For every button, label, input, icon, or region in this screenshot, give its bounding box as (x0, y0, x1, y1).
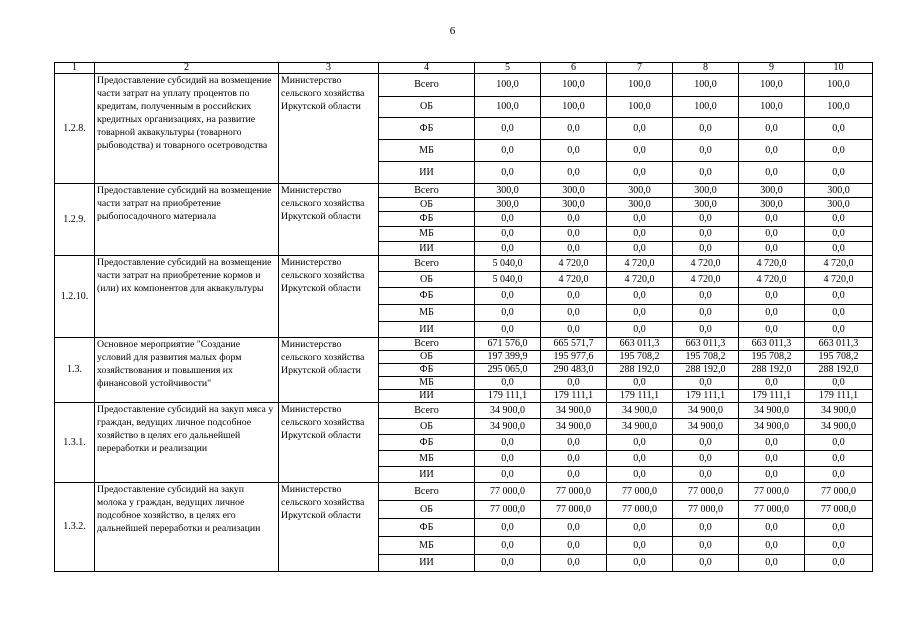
value-cell: 100,0 (673, 97, 739, 118)
header-cell: 4 (379, 63, 475, 74)
value-cell: 0,0 (607, 537, 673, 555)
value-cell: 0,0 (607, 227, 673, 242)
value-cell: 0,0 (607, 212, 673, 227)
value-cell: 0,0 (673, 322, 739, 338)
value-cell: 100,0 (739, 74, 805, 97)
section-number: 1.3.2. (55, 483, 95, 572)
funding-source: Всего (379, 338, 475, 351)
value-cell: 0,0 (673, 162, 739, 184)
value-cell: 4 720,0 (607, 256, 673, 272)
value-cell: 0,0 (541, 288, 607, 305)
value-cell: 34 900,0 (739, 419, 805, 435)
value-cell: 0,0 (607, 242, 673, 256)
section-number: 1.2.10. (55, 256, 95, 338)
value-cell: 0,0 (673, 519, 739, 537)
value-cell: 0,0 (475, 435, 541, 451)
value-cell: 0,0 (673, 435, 739, 451)
value-cell: 300,0 (805, 198, 873, 212)
value-cell: 0,0 (541, 467, 607, 483)
value-cell: 179 111,1 (805, 390, 873, 403)
value-cell: 4 720,0 (805, 256, 873, 272)
value-cell: 0,0 (673, 377, 739, 390)
section-name: Основное мероприятие "Создание условий для развития малых форм хозяйствования и повышения их финансовой устойчивости" (95, 338, 279, 403)
table-row (55, 74, 873, 97)
value-cell: 100,0 (607, 74, 673, 97)
value-cell: 100,0 (541, 74, 607, 97)
value-cell: 300,0 (475, 184, 541, 198)
value-cell: 300,0 (673, 198, 739, 212)
value-cell: 0,0 (607, 322, 673, 338)
value-cell: 0,0 (805, 212, 873, 227)
value-cell: 0,0 (805, 519, 873, 537)
value-cell: 0,0 (541, 451, 607, 467)
section-number: 1.2.8. (55, 74, 95, 184)
funding-source: ФБ (379, 435, 475, 451)
value-cell: 77 000,0 (541, 483, 607, 501)
value-cell: 300,0 (607, 184, 673, 198)
value-cell: 0,0 (475, 305, 541, 322)
value-cell: 663 011,3 (805, 338, 873, 351)
value-cell: 0,0 (673, 118, 739, 140)
responsible-ministry: Министерство сельского хозяйства Иркутской области (279, 256, 379, 338)
value-cell: 34 900,0 (673, 403, 739, 419)
value-cell: 100,0 (475, 74, 541, 97)
section-name: Предоставление субсидий на возмещение части затрат на уплату процентов по кредитам, полученным в российских кредитных организациях, на развитие товарной аквакультуры (товарного рыбоводства) и товарного осетроводства (95, 74, 279, 184)
value-cell: 0,0 (475, 537, 541, 555)
value-cell: 0,0 (607, 288, 673, 305)
value-cell: 0,0 (475, 140, 541, 162)
value-cell: 0,0 (805, 537, 873, 555)
value-cell: 0,0 (541, 227, 607, 242)
value-cell: 4 720,0 (541, 272, 607, 288)
funding-source: МБ (379, 451, 475, 467)
value-cell: 288 192,0 (673, 364, 739, 377)
value-cell: 179 111,1 (475, 390, 541, 403)
value-cell: 0,0 (673, 537, 739, 555)
value-cell: 0,0 (739, 451, 805, 467)
value-cell: 77 000,0 (673, 501, 739, 519)
funding-source: ИИ (379, 390, 475, 403)
value-cell: 0,0 (541, 242, 607, 256)
value-cell: 179 111,1 (541, 390, 607, 403)
funding-source: ИИ (379, 322, 475, 338)
value-cell: 4 720,0 (805, 272, 873, 288)
funding-source: Всего (379, 184, 475, 198)
value-cell: 77 000,0 (475, 483, 541, 501)
funding-source: ИИ (379, 242, 475, 256)
value-cell: 0,0 (805, 377, 873, 390)
section-name: Предоставление субсидий на возмещение части затрат на приобретение кормов и (или) их компонентов для аквакультуры (95, 256, 279, 338)
value-cell: 0,0 (739, 212, 805, 227)
section-name: Предоставление субсидий на возмещение части затрат на приобретение рыбопосадочного материала (95, 184, 279, 256)
value-cell: 77 000,0 (607, 501, 673, 519)
value-cell: 0,0 (607, 162, 673, 184)
table-row (55, 338, 873, 351)
value-cell: 300,0 (541, 184, 607, 198)
value-cell: 300,0 (739, 198, 805, 212)
funding-source: Всего (379, 403, 475, 419)
funding-source: МБ (379, 227, 475, 242)
value-cell: 0,0 (739, 519, 805, 537)
value-cell: 0,0 (541, 322, 607, 338)
header-row (55, 63, 873, 74)
value-cell: 0,0 (805, 555, 873, 572)
value-cell: 34 900,0 (607, 403, 673, 419)
value-cell: 0,0 (673, 212, 739, 227)
value-cell: 0,0 (475, 162, 541, 184)
header-cell: 10 (805, 63, 873, 74)
value-cell: 0,0 (475, 322, 541, 338)
value-cell: 34 900,0 (475, 403, 541, 419)
section-number: 1.3. (55, 338, 95, 403)
funding-source: ОБ (379, 351, 475, 364)
value-cell: 288 192,0 (607, 364, 673, 377)
funding-source: ФБ (379, 364, 475, 377)
value-cell: 0,0 (805, 467, 873, 483)
value-cell: 0,0 (607, 140, 673, 162)
funding-source: ИИ (379, 467, 475, 483)
value-cell: 77 000,0 (607, 483, 673, 501)
value-cell: 179 111,1 (673, 390, 739, 403)
value-cell: 0,0 (475, 519, 541, 537)
value-cell: 0,0 (739, 305, 805, 322)
value-cell: 34 900,0 (739, 403, 805, 419)
value-cell: 4 720,0 (607, 272, 673, 288)
value-cell: 34 900,0 (673, 419, 739, 435)
value-cell: 0,0 (673, 227, 739, 242)
header-cell: 8 (673, 63, 739, 74)
value-cell: 0,0 (739, 140, 805, 162)
value-cell: 5 040,0 (475, 256, 541, 272)
value-cell: 0,0 (805, 451, 873, 467)
value-cell: 0,0 (805, 305, 873, 322)
value-cell: 0,0 (673, 288, 739, 305)
responsible-ministry: Министерство сельского хозяйства Иркутской области (279, 403, 379, 483)
value-cell: 300,0 (607, 198, 673, 212)
section-number: 1.2.9. (55, 184, 95, 256)
value-cell: 0,0 (805, 118, 873, 140)
value-cell: 665 571,7 (541, 338, 607, 351)
funding-source: ОБ (379, 97, 475, 118)
value-cell: 0,0 (541, 305, 607, 322)
value-cell: 179 111,1 (739, 390, 805, 403)
value-cell: 0,0 (673, 140, 739, 162)
funding-source: ФБ (379, 118, 475, 140)
value-cell: 195 708,2 (739, 351, 805, 364)
value-cell: 0,0 (541, 212, 607, 227)
value-cell: 0,0 (739, 118, 805, 140)
value-cell: 0,0 (541, 555, 607, 572)
section-name: Предоставление субсидий на закуп молока у граждан, ведущих личное подсобное хозяйство, в целях его дальнейшей переработки и реализации (95, 483, 279, 572)
table-row (55, 403, 873, 419)
value-cell: 300,0 (475, 198, 541, 212)
value-cell: 0,0 (475, 451, 541, 467)
value-cell: 100,0 (739, 97, 805, 118)
value-cell: 0,0 (541, 519, 607, 537)
value-cell: 0,0 (607, 305, 673, 322)
funding-source: ОБ (379, 272, 475, 288)
value-cell: 0,0 (541, 140, 607, 162)
value-cell: 100,0 (805, 74, 873, 97)
header-cell: 7 (607, 63, 673, 74)
responsible-ministry: Министерство сельского хозяйства Иркутской области (279, 184, 379, 256)
value-cell: 0,0 (673, 555, 739, 572)
value-cell: 34 900,0 (541, 403, 607, 419)
value-cell: 0,0 (607, 377, 673, 390)
funding-source: ОБ (379, 419, 475, 435)
value-cell: 4 720,0 (739, 256, 805, 272)
value-cell: 0,0 (805, 288, 873, 305)
value-cell: 300,0 (805, 184, 873, 198)
value-cell: 195 977,6 (541, 351, 607, 364)
value-cell: 77 000,0 (739, 483, 805, 501)
value-cell: 0,0 (475, 118, 541, 140)
value-cell: 0,0 (475, 467, 541, 483)
value-cell: 0,0 (475, 377, 541, 390)
value-cell: 0,0 (673, 467, 739, 483)
value-cell: 0,0 (475, 288, 541, 305)
value-cell: 77 000,0 (475, 501, 541, 519)
value-cell: 295 065,0 (475, 364, 541, 377)
funding-source: ФБ (379, 519, 475, 537)
value-cell: 0,0 (805, 140, 873, 162)
value-cell: 0,0 (607, 519, 673, 537)
funding-source: ИИ (379, 555, 475, 572)
value-cell: 77 000,0 (673, 483, 739, 501)
value-cell: 100,0 (805, 97, 873, 118)
value-cell: 34 900,0 (607, 419, 673, 435)
value-cell: 77 000,0 (805, 483, 873, 501)
value-cell: 197 399,9 (475, 351, 541, 364)
value-cell: 0,0 (805, 162, 873, 184)
value-cell: 0,0 (739, 435, 805, 451)
value-cell: 34 900,0 (541, 419, 607, 435)
table-row (55, 184, 873, 198)
value-cell: 34 900,0 (805, 419, 873, 435)
value-cell: 4 720,0 (673, 256, 739, 272)
header-cell: 1 (55, 63, 95, 74)
funding-source: Всего (379, 74, 475, 97)
value-cell: 0,0 (607, 435, 673, 451)
value-cell: 34 900,0 (475, 419, 541, 435)
value-cell: 0,0 (739, 288, 805, 305)
value-cell: 300,0 (739, 184, 805, 198)
value-cell: 4 720,0 (541, 256, 607, 272)
value-cell: 663 011,3 (607, 338, 673, 351)
value-cell: 0,0 (739, 242, 805, 256)
funding-source: МБ (379, 305, 475, 322)
value-cell: 0,0 (805, 322, 873, 338)
value-cell: 77 000,0 (541, 501, 607, 519)
value-cell: 0,0 (739, 322, 805, 338)
value-cell: 0,0 (739, 537, 805, 555)
value-cell: 288 192,0 (805, 364, 873, 377)
header-cell: 6 (541, 63, 607, 74)
value-cell: 4 720,0 (739, 272, 805, 288)
funding-source: ФБ (379, 212, 475, 227)
value-cell: 0,0 (475, 242, 541, 256)
responsible-ministry: Министерство сельского хозяйства Иркутской области (279, 338, 379, 403)
value-cell: 300,0 (541, 198, 607, 212)
value-cell: 0,0 (475, 227, 541, 242)
table-row (55, 256, 873, 272)
funding-source: ФБ (379, 288, 475, 305)
funding-source: ИИ (379, 162, 475, 184)
header-cell: 5 (475, 63, 541, 74)
value-cell: 0,0 (739, 555, 805, 572)
value-cell: 77 000,0 (805, 501, 873, 519)
value-cell: 0,0 (475, 555, 541, 572)
funding-source: МБ (379, 537, 475, 555)
value-cell: 0,0 (475, 212, 541, 227)
value-cell: 0,0 (805, 227, 873, 242)
value-cell: 195 708,2 (607, 351, 673, 364)
value-cell: 100,0 (475, 97, 541, 118)
value-cell: 0,0 (739, 227, 805, 242)
value-cell: 663 011,3 (739, 338, 805, 351)
funding-source: Всего (379, 483, 475, 501)
value-cell: 0,0 (739, 377, 805, 390)
header-cell: 2 (95, 63, 279, 74)
funding-source: ОБ (379, 198, 475, 212)
value-cell: 0,0 (805, 435, 873, 451)
table-row (55, 483, 873, 501)
value-cell: 0,0 (541, 118, 607, 140)
value-cell: 195 708,2 (805, 351, 873, 364)
value-cell: 0,0 (673, 305, 739, 322)
value-cell: 179 111,1 (607, 390, 673, 403)
funding-source: МБ (379, 377, 475, 390)
value-cell: 100,0 (541, 97, 607, 118)
value-cell: 100,0 (673, 74, 739, 97)
value-cell: 0,0 (607, 118, 673, 140)
section-number: 1.3.1. (55, 403, 95, 483)
budget-table (54, 62, 873, 572)
page-number: 6 (449, 25, 456, 37)
value-cell: 0,0 (607, 451, 673, 467)
value-cell: 671 576,0 (475, 338, 541, 351)
header-cell: 3 (279, 63, 379, 74)
value-cell: 0,0 (541, 435, 607, 451)
value-cell: 0,0 (739, 467, 805, 483)
section-name: Предоставление субсидий на закуп мяса у граждан, ведущих личное подсобное хозяйство в целях его дальнейшей переработки и реализации (95, 403, 279, 483)
value-cell: 300,0 (673, 184, 739, 198)
responsible-ministry: Министерство сельского хозяйства Иркутской области (279, 483, 379, 572)
value-cell: 0,0 (739, 162, 805, 184)
value-cell: 290 483,0 (541, 364, 607, 377)
value-cell: 77 000,0 (739, 501, 805, 519)
value-cell: 4 720,0 (673, 272, 739, 288)
funding-source: МБ (379, 140, 475, 162)
value-cell: 0,0 (673, 242, 739, 256)
value-cell: 288 192,0 (739, 364, 805, 377)
value-cell: 0,0 (607, 467, 673, 483)
value-cell: 5 040,0 (475, 272, 541, 288)
value-cell: 100,0 (607, 97, 673, 118)
value-cell: 0,0 (805, 242, 873, 256)
header-cell: 9 (739, 63, 805, 74)
funding-source: Всего (379, 256, 475, 272)
value-cell: 0,0 (607, 555, 673, 572)
value-cell: 0,0 (541, 537, 607, 555)
value-cell: 0,0 (541, 162, 607, 184)
funding-source: ОБ (379, 501, 475, 519)
value-cell: 0,0 (541, 377, 607, 390)
value-cell: 195 708,2 (673, 351, 739, 364)
value-cell: 663 011,3 (673, 338, 739, 351)
value-cell: 34 900,0 (805, 403, 873, 419)
value-cell: 0,0 (673, 451, 739, 467)
responsible-ministry: Министерство сельского хозяйства Иркутской области (279, 74, 379, 184)
